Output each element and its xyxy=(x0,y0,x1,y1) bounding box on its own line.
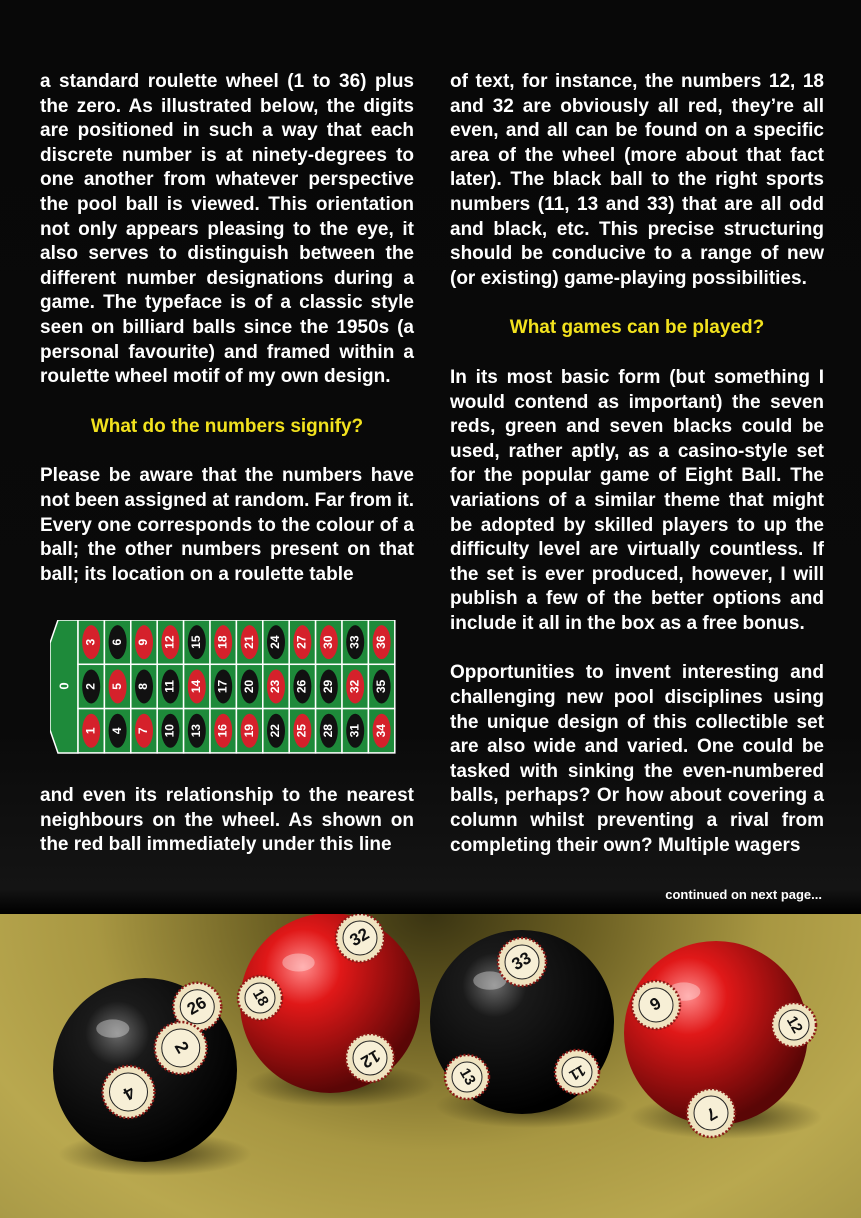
roulette-table-figure xyxy=(50,620,400,760)
roulette-number: 15 xyxy=(188,635,203,649)
roulette-number: 23 xyxy=(268,679,283,694)
roulette-number: 11 xyxy=(162,680,177,693)
ball-highlight xyxy=(96,1019,129,1037)
right-column xyxy=(450,70,824,858)
right-paragraph-3: Opportunities to invent interesting and challenging new pool disciplines using the unique design of this collectible set are also wide and varied. One could be tasked with sinking the even-numbered balls, perhaps? Or how about covering a column whilst preventing a rival from completing their own? Multiple wagers xyxy=(450,662,824,856)
roulette-number: 18 xyxy=(215,635,230,649)
roulette-number: 22 xyxy=(268,724,283,738)
roulette-number: 4 xyxy=(109,727,124,735)
roulette-number: 12 xyxy=(162,635,177,649)
roulette-number: 36 xyxy=(373,635,388,649)
roulette-number: 24 xyxy=(268,635,283,649)
roulette-number: 29 xyxy=(320,679,335,694)
roulette-number: 32 xyxy=(347,679,362,694)
roulette-number: 2 xyxy=(83,683,98,690)
roulette-table xyxy=(50,620,400,755)
roulette-number: 21 xyxy=(241,635,256,649)
roulette-number: 9 xyxy=(136,638,151,646)
roulette-number: 8 xyxy=(136,683,151,690)
ball-number: 32 xyxy=(346,924,373,951)
left-paragraph-3: and even its relationship to the nearest neighbours on the wheel. As shown on the red ball immediately under this line xyxy=(40,785,414,856)
ball-number: 12 xyxy=(782,1013,806,1037)
roulette-number: 25 xyxy=(294,724,309,738)
ball-number: 7 xyxy=(702,1103,721,1125)
ball-number: 12 xyxy=(357,1045,384,1072)
ball-number: 2 xyxy=(170,1038,193,1057)
roulette-number: 31 xyxy=(347,724,362,738)
ball-number: 9 xyxy=(646,993,665,1015)
roulette-number: 16 xyxy=(215,724,230,738)
roulette-number: 0 xyxy=(56,682,72,690)
right-paragraph-1: of text, for instance, the numbers 12, 18 and 32 are obviously all red, they’re all even, and all can be found on a specific area of the wheel (more about that fact later). The black ball to the right sports numbers (11, 13 and 33) that are all odd and black, etc. This precise structuring should be conducive to a range of new (or existing) game-playing possibilities. xyxy=(450,71,824,289)
roulette-number: 27 xyxy=(294,635,309,649)
left-column-continued xyxy=(40,784,414,858)
roulette-number: 13 xyxy=(188,724,203,738)
roulette-number: 34 xyxy=(373,724,388,738)
ball-number: 11 xyxy=(566,1061,589,1084)
pool-balls-illustration xyxy=(0,914,861,1218)
roulette-number: 1 xyxy=(83,727,98,735)
ball-number: 13 xyxy=(455,1065,479,1089)
roulette-number: 17 xyxy=(215,679,230,694)
roulette-number: 26 xyxy=(294,679,309,694)
roulette-number: 30 xyxy=(320,635,335,649)
roulette-number: 14 xyxy=(188,679,203,694)
roulette-number: 35 xyxy=(373,679,388,694)
left-paragraph-2: Please be aware that the numbers have not been assigned at random. Far from it. Every one corresponds to the colour of a ball; the other numbers present on that ball; its location on a roulette table xyxy=(40,465,414,585)
roulette-number: 28 xyxy=(320,724,335,738)
section-heading-numbers: What do the numbers signify? xyxy=(90,415,364,437)
section-heading-games: What games can be played? xyxy=(509,317,765,339)
ball-number: 33 xyxy=(508,948,535,975)
roulette-number: 3 xyxy=(83,638,98,646)
roulette-number: 33 xyxy=(347,635,362,649)
roulette-number: 7 xyxy=(136,727,151,735)
ball-number: 18 xyxy=(248,986,272,1010)
roulette-number: 6 xyxy=(109,638,124,646)
right-paragraph-2: In its most basic form (but something I would contend as important) the seven reds, green and seven blacks could be used, rather aptly, as a casino-style set for the popular game of Eight Ball. The variations of a similar theme that might be adopted by skilled players to up the difficulty level are virtually countless. If the set is ever produced, however, I will publish a few of the better options and include it all in the box as a free bonus. xyxy=(450,366,824,634)
ball-number: 26 xyxy=(183,992,210,1019)
ball-number: 4 xyxy=(119,1081,139,1105)
left-paragraph-1: a standard roulette wheel (1 to 36) plus the zero. As illustrated below, the digits are positioned in such a way that each discrete number is at ninety-degrees to one another from whatever perspective the pool ball is viewed. This orientation not only appears pleasing to the eye, it also serves to distinguish between the different number designations during a game. The typeface is of a classic style seen on billiard balls since the 1950s (a personal favourite) and framed within a roulette wheel motif of my own design. xyxy=(40,71,414,388)
left-column xyxy=(40,70,414,587)
roulette-number: 20 xyxy=(241,679,256,694)
roulette-number: 5 xyxy=(109,683,124,690)
ball-highlight xyxy=(282,954,314,972)
roulette-number: 19 xyxy=(241,724,256,738)
roulette-number: 10 xyxy=(162,724,177,738)
continued-note: continued on next page... xyxy=(665,887,822,902)
